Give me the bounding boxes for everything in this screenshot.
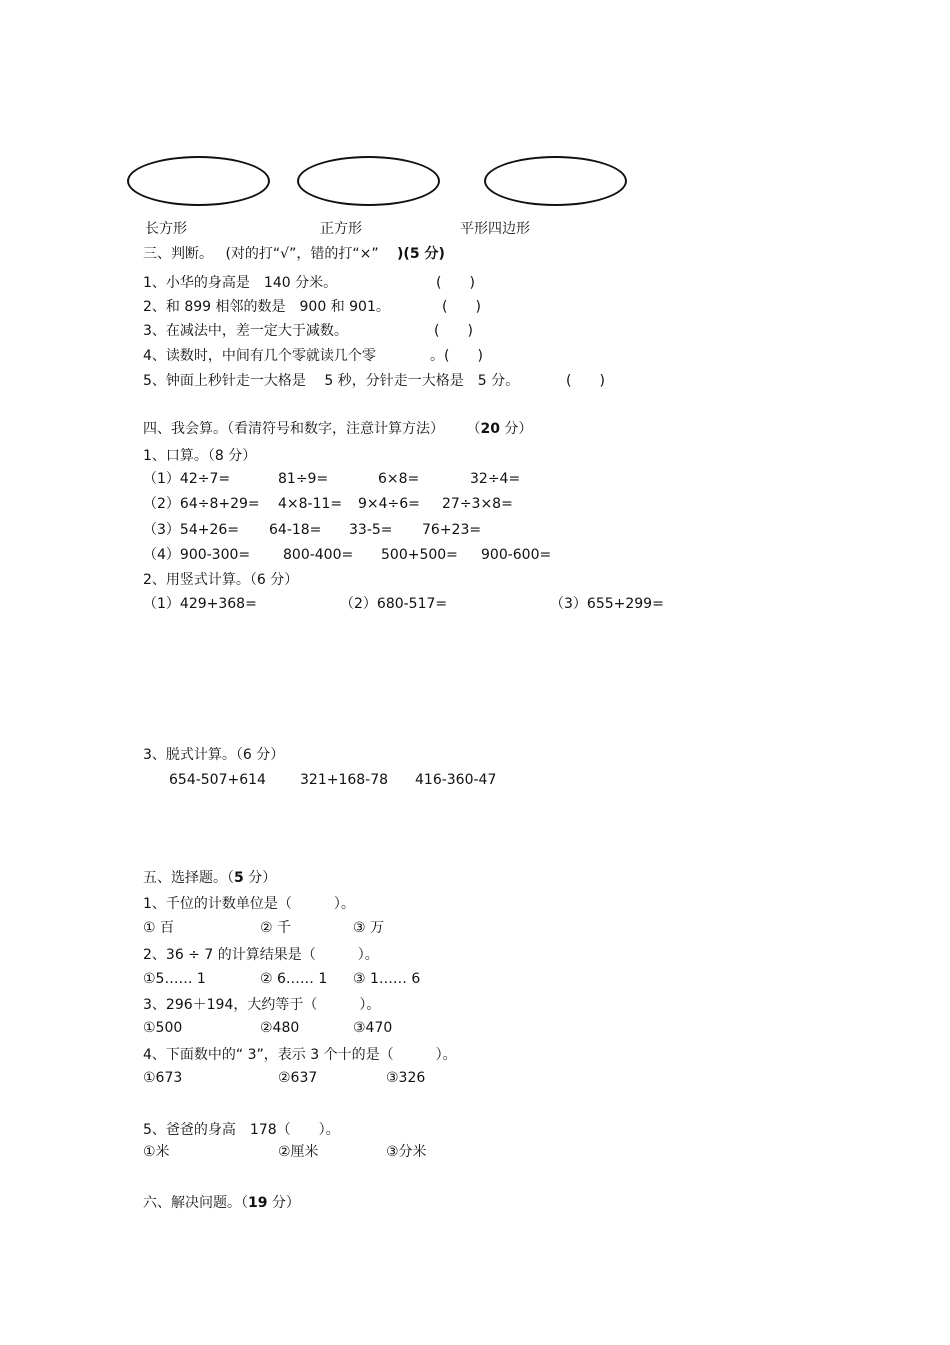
stepwise-calc-title: 3、脱式计算。（6 分） [143, 747, 285, 763]
oral-row-1-b: 81÷9= [278, 471, 329, 487]
oral-row-3-a: （3）54+26= [143, 522, 239, 538]
oral-row-1-d: 32÷4= [470, 471, 521, 487]
choice-q3-opt1[interactable]: ①500 [143, 1020, 183, 1036]
choice-q1-opt3[interactable]: ③ 万 [353, 920, 385, 936]
vertical-calc-1: （1）429+368= [143, 596, 257, 612]
judge-paren-4[interactable]: ( ) [444, 348, 483, 364]
judge-item-4: 4、读数时，中间有几个零就读几个零 [143, 348, 376, 364]
judge-item-3: 3、在减法中，差一定大于减数。 [143, 323, 348, 339]
stepwise-calc-1: 654-507+614 [169, 772, 266, 788]
square-oval[interactable] [297, 156, 440, 206]
section5-score-num: 5 [234, 870, 244, 886]
choice-q5: 5、爸爸的身高 178（ ）。 [143, 1122, 340, 1138]
choice-q1-opt2[interactable]: ② 千 [260, 920, 292, 936]
oral-row-2-c: 9×4÷6= [358, 496, 420, 512]
stepwise-calc-3: 416-360-47 [415, 772, 497, 788]
section6-score-num: 19 [248, 1195, 268, 1211]
section4-score-close: 分） [499, 421, 533, 437]
section4-score-num: 20 [480, 421, 500, 437]
section3-score: )(5 分) [397, 246, 445, 262]
oral-row-4-d: 900-600= [481, 547, 552, 563]
oral-row-3-d: 76+23= [422, 522, 482, 538]
oral-row-4-a: （4）900-300= [143, 547, 251, 563]
section4-heading [143, 420, 532, 438]
section3-instruction: (对的打“√”，错的打“×” [225, 246, 379, 262]
section5-score-close: 分） [243, 870, 277, 886]
choice-q4-opt2[interactable]: ②637 [278, 1070, 318, 1086]
oral-row-4-c: 500+500= [381, 547, 458, 563]
vertical-calc-2: （2）680-517= [340, 596, 448, 612]
choice-q4-opt3[interactable]: ③326 [386, 1070, 426, 1086]
oral-row-3-b: 64-18= [269, 522, 322, 538]
choice-q4-opt1[interactable]: ①673 [143, 1070, 183, 1086]
parallelogram-oval[interactable] [484, 156, 627, 206]
section6-heading [143, 1194, 300, 1212]
choice-q2-opt2[interactable]: ② 6…… 1 [260, 971, 328, 987]
shape-label-square: 正方形 [320, 221, 362, 237]
choice-q5-opt3[interactable]: ③分米 [386, 1144, 427, 1160]
rectangle-oval[interactable] [127, 156, 270, 206]
section4-score-open: （ [466, 421, 481, 437]
judge-item-4-tail: 。 [430, 348, 444, 364]
section6-title: 六、解决问题。（ [143, 1195, 248, 1211]
choice-q2: 2、36 ÷ 7 的计算结果是（ ）。 [143, 947, 379, 963]
judge-item-1: 1、小华的身高是 140 分米。 [143, 275, 338, 291]
judge-item-5: 5、钟面上秒针走一大格是 5 秒，分针走一大格是 5 分。 [143, 373, 520, 389]
judge-paren-1[interactable]: ( ) [436, 275, 475, 291]
section4-title: 四、我会算。（看清符号和数字，注意计算方法） [143, 421, 444, 437]
oral-row-2-b: 4×8-11= [278, 496, 343, 512]
choice-q3-opt3[interactable]: ③470 [353, 1020, 393, 1036]
oral-row-1-c: 6×8= [378, 471, 420, 487]
choice-q3: 3、296＋194，大约等于（ ）。 [143, 997, 381, 1013]
judge-paren-3[interactable]: ( ) [434, 323, 473, 339]
choice-q1: 1、千位的计数单位是（ ）。 [143, 896, 355, 912]
oral-row-3-c: 33-5= [349, 522, 393, 538]
section3-heading [143, 245, 445, 263]
shape-label-parallelogram: 平形四边形 [460, 221, 530, 237]
section5-heading [143, 869, 276, 887]
oral-row-1-a: （1）42÷7= [143, 471, 231, 487]
section5-title: 五、选择题。（ [143, 870, 234, 886]
choice-q5-opt2[interactable]: ②厘米 [278, 1144, 319, 1160]
choice-q2-opt1[interactable]: ①5…… 1 [143, 971, 206, 987]
choice-q3-opt2[interactable]: ②480 [260, 1020, 300, 1036]
oral-row-2-a: （2）64÷8+29= [143, 496, 260, 512]
vertical-calc-3: （3）655+299= [550, 596, 664, 612]
choice-q1-opt1[interactable]: ① 百 [143, 920, 175, 936]
oral-row-4-b: 800-400= [283, 547, 354, 563]
section6-score-close: 分） [267, 1195, 300, 1211]
judge-paren-2[interactable]: ( ) [442, 299, 481, 315]
judge-item-2: 2、和 899 相邻的数是 900 和 901。 [143, 299, 390, 315]
shape-label-rectangle: 长方形 [145, 221, 187, 237]
oral-calc-title: 1、口算。（8 分） [143, 448, 257, 464]
choice-q4: 4、下面数中的“ 3”，表示 3 个十的是（ ）。 [143, 1047, 457, 1063]
vertical-calc-title: 2、用竖式计算。（6 分） [143, 572, 299, 588]
judge-paren-5[interactable]: ( ) [566, 373, 605, 389]
choice-q5-opt1[interactable]: ①米 [143, 1144, 170, 1160]
oral-row-2-d: 27÷3×8= [442, 496, 513, 512]
stepwise-calc-2: 321+168-78 [300, 772, 389, 788]
choice-q2-opt3[interactable]: ③ 1…… 6 [353, 971, 421, 987]
section3-title: 三、判断。 [143, 246, 213, 262]
